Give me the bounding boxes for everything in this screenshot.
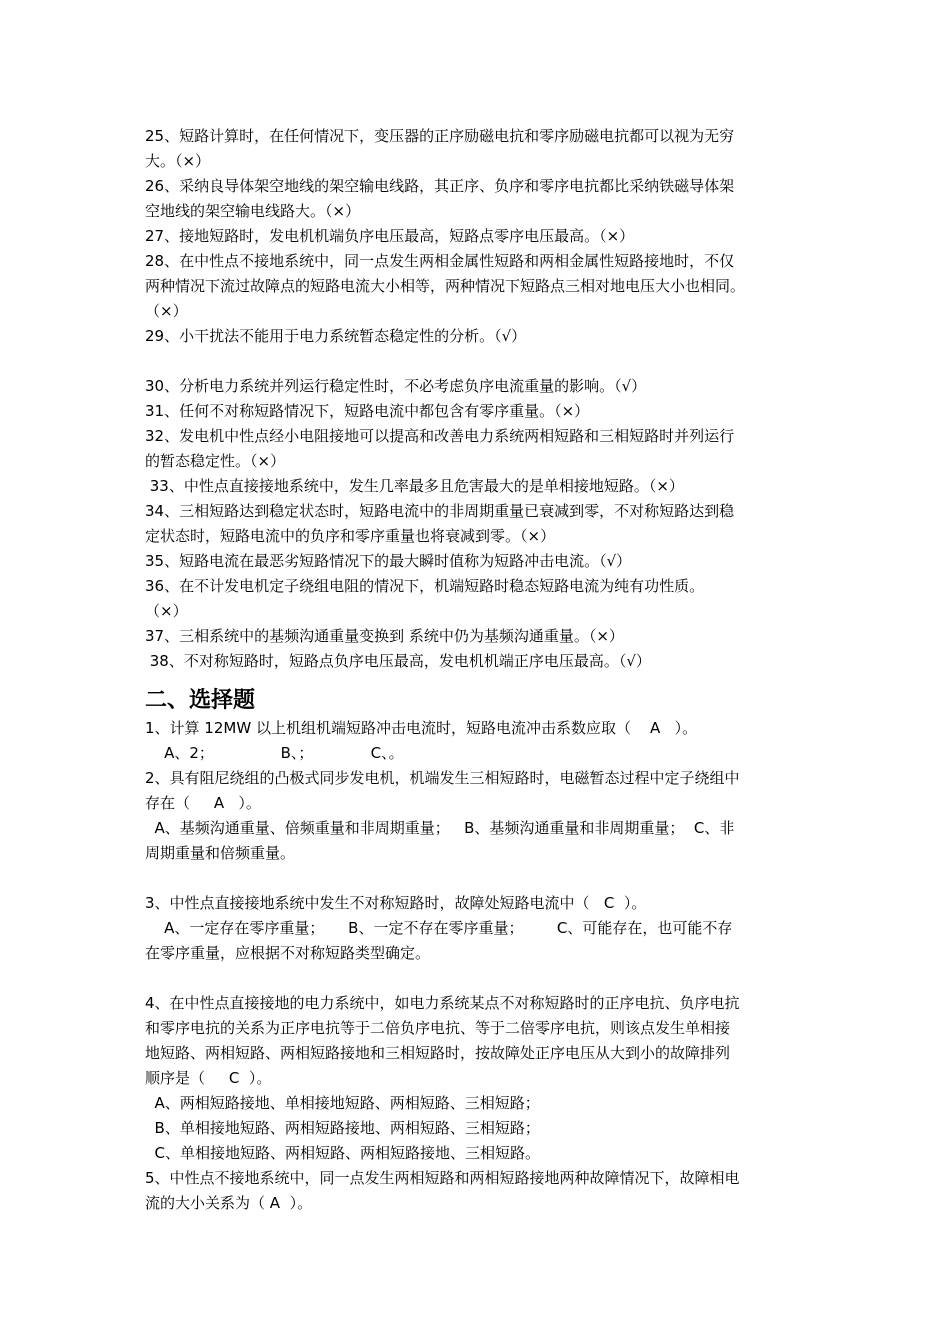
text-line: 32、发电机中性点经小电阻接地可以提高和改善电力系统两相短路和三相短路时并列运行 xyxy=(145,427,735,445)
text-line: 26、采纳良导体架空地线的架空输电线路，其正序、负序和零序电抗都比采纳铁磁导体架 xyxy=(145,177,735,195)
text-line: （×） xyxy=(145,302,188,320)
tf-item-32 xyxy=(145,424,815,474)
text-line: 36、在不计发电机定子绕组电阻的情况下，机端短路时稳态短路电流为纯有功性质。 xyxy=(145,577,705,595)
text-line: 33、中性点直接接地系统中，发生几率最多且危害最大的是单相接地短路。（×） xyxy=(145,477,684,495)
text-line: 28、在中性点不接地系统中，同一点发生两相金属性短路和两相金属性短路接地时，不仅 xyxy=(145,252,735,270)
section-heading: 二、选择题 xyxy=(145,688,256,713)
text-line: 大。（×） xyxy=(145,152,211,170)
document-page xyxy=(145,124,815,1216)
text-line: 38、不对称短路时，短路点负序电压最高，发电机机端正序电压最高。（√） xyxy=(145,652,651,670)
text-line: 的暂态稳定性。（×） xyxy=(145,452,286,470)
tf-item-25 xyxy=(145,124,815,174)
text-line: 5、中性点不接地系统中，同一点发生两相短路和两相短路接地两种故障情况下，故障相电 xyxy=(145,1169,740,1187)
text-line: 37、三相系统中的基频沟通重量变换到 系统中仍为基频沟通重量。（×） xyxy=(145,627,624,645)
tf-item-30 xyxy=(145,374,815,399)
tf-item-29 xyxy=(145,324,815,349)
blank-line xyxy=(145,349,815,374)
tf-item-28 xyxy=(145,249,815,324)
tf-item-31 xyxy=(145,399,815,424)
text-line: 27、接地短路时，发电机机端负序电压最高，短路点零序电压最高。（×） xyxy=(145,227,635,245)
tf-item-34 xyxy=(145,499,815,549)
text-line: B、单相接地短路、两相短路接地、两相短路、三相短路； xyxy=(145,1119,540,1137)
mc-item-5 xyxy=(145,1166,815,1216)
tf-item-27 xyxy=(145,224,815,249)
tf-item-36 xyxy=(145,574,815,624)
text-line: 空地线的架空输电线路大。（×） xyxy=(145,202,361,220)
text-line: 2、具有阻尼绕组的凸极式同步发电机，机端发生三相短路时，电磁暂态过程中定子绕组中 xyxy=(145,769,740,787)
tf-item-37 xyxy=(145,624,815,649)
text-line: A、一定存在零序重量； B、一定不存在零序重量； C、可能存在，也可能不存 xyxy=(145,919,733,937)
text-line: 3、中性点直接接地系统中发生不对称短路时，故障处短路电流中（ C ）。 xyxy=(145,894,647,912)
text-line: 31、任何不对称短路情况下，短路电流中都包含有零序重量。（×） xyxy=(145,402,590,420)
text-line: A、2； B、； C、。 xyxy=(145,744,404,762)
text-line: 1、计算 12MW 以上机组机端短路冲击电流时，短路电流冲击系数应取（ A ）。 xyxy=(145,719,698,737)
text-line: 29、小干扰法不能用于电力系统暂态稳定性的分析。（√） xyxy=(145,327,527,345)
text-line: 存在（ A ）。 xyxy=(145,794,261,812)
text-line: 和零序电抗的关系为正序电抗等于二倍负序电抗、等于二倍零序电抗，则该点发生单相接 xyxy=(145,1019,731,1037)
text-line: 4、在中性点直接接地的电力系统中，如电力系统某点不对称短路时的正序电抗、负序电抗 xyxy=(145,994,740,1012)
text-line: 周期重量和倍频重量。 xyxy=(145,844,296,862)
text-line: （×） xyxy=(145,602,188,620)
mc-item-2 xyxy=(145,766,815,866)
text-line: 35、短路电流在最恶劣短路情况下的最大瞬时值称为短路冲击电流。（√） xyxy=(145,552,632,570)
mc-item-3 xyxy=(145,891,815,966)
text-line: 定状态时，短路电流中的负序和零序重量也将衰减到零。（×） xyxy=(145,527,556,545)
mc-item-4 xyxy=(145,991,815,1166)
text-line: 34、三相短路达到稳定状态时，短路电流中的非周期重量已衰减到零，不对称短路达到稳 xyxy=(145,502,735,520)
text-line: 流的大小关系为（ A ）。 xyxy=(145,1194,313,1212)
text-line: C、单相接地短路、两相短路、两相短路接地、三相短路。 xyxy=(145,1144,541,1162)
text-line: 地短路、两相短路、两相短路接地和三相短路时，按故障处正序电压从大到小的故障排列 xyxy=(145,1044,731,1062)
blank-line xyxy=(145,966,815,991)
text-line: A、两相短路接地、单相接地短路、两相短路、三相短路； xyxy=(145,1094,540,1112)
text-line: 两种情况下流过故障点的短路电流大小相等，两种情况下短路点三相对地电压大小也相同。 xyxy=(145,277,746,295)
blank-line xyxy=(145,866,815,891)
text-line: 25、短路计算时，在任何情况下，变压器的正序励磁电抗和零序励磁电抗都可以视为无穷 xyxy=(145,127,735,145)
tf-item-38 xyxy=(145,649,815,674)
text-line: 30、分析电力系统并列运行稳定性时，不必考虑负序电流重量的影响。（√） xyxy=(145,377,647,395)
text-line: 在零序重量，应根据不对称短路类型确定。 xyxy=(145,944,431,962)
tf-item-35 xyxy=(145,549,815,574)
tf-item-33 xyxy=(145,474,815,499)
tf-item-26 xyxy=(145,174,815,224)
text-line: 顺序是（ C ）。 xyxy=(145,1069,272,1087)
text-line: A、基频沟通重量、倍频重量和非周期重量； B、基频沟通重量和非周期重量； C、非 xyxy=(145,819,735,837)
mc-item-1 xyxy=(145,716,815,766)
